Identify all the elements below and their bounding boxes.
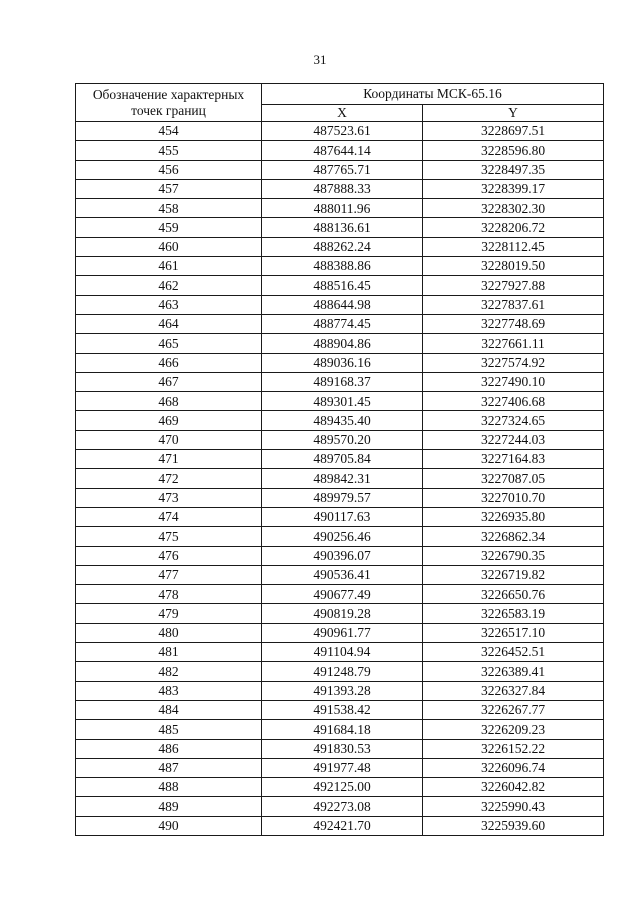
x-coordinate-cell: 491684.18 bbox=[262, 720, 423, 739]
table-row bbox=[76, 700, 604, 719]
x-coordinate-cell: 490396.07 bbox=[262, 546, 423, 565]
point-cell: 474 bbox=[76, 507, 262, 526]
point-cell: 462 bbox=[76, 276, 262, 295]
x-coordinate-cell: 487644.14 bbox=[262, 141, 423, 160]
y-coordinate-cell: 3227164.83 bbox=[423, 450, 604, 469]
point-cell: 476 bbox=[76, 546, 262, 565]
y-coordinate-cell: 3226096.74 bbox=[423, 758, 604, 777]
point-cell: 480 bbox=[76, 623, 262, 642]
y-coordinate-cell: 3226719.82 bbox=[423, 565, 604, 584]
point-cell: 461 bbox=[76, 257, 262, 276]
table-row bbox=[76, 237, 604, 256]
y-coordinate-cell: 3226790.35 bbox=[423, 546, 604, 565]
point-cell: 466 bbox=[76, 353, 262, 372]
point-cell: 481 bbox=[76, 643, 262, 662]
point-cell: 465 bbox=[76, 334, 262, 353]
table-row bbox=[76, 160, 604, 179]
x-coordinate-cell: 491538.42 bbox=[262, 700, 423, 719]
table-row bbox=[76, 276, 604, 295]
y-coordinate-cell: 3226583.19 bbox=[423, 604, 604, 623]
point-cell: 478 bbox=[76, 585, 262, 604]
table-row bbox=[76, 739, 604, 758]
point-cell: 463 bbox=[76, 295, 262, 314]
x-coordinate-cell: 487765.71 bbox=[262, 160, 423, 179]
point-cell: 464 bbox=[76, 314, 262, 333]
point-cell: 470 bbox=[76, 430, 262, 449]
y-coordinate-cell: 3228019.50 bbox=[423, 257, 604, 276]
y-coordinate-cell: 3226042.82 bbox=[423, 778, 604, 797]
y-coordinate-cell: 3227490.10 bbox=[423, 372, 604, 391]
page-number: 31 bbox=[313, 52, 327, 67]
table-row bbox=[76, 334, 604, 353]
table-row bbox=[76, 218, 604, 237]
x-coordinate-cell: 490256.46 bbox=[262, 527, 423, 546]
table-row bbox=[76, 585, 604, 604]
point-cell: 483 bbox=[76, 681, 262, 700]
table-row bbox=[76, 122, 604, 141]
y-coordinate-cell: 3227244.03 bbox=[423, 430, 604, 449]
x-coordinate-cell: 487888.33 bbox=[262, 179, 423, 198]
y-coordinate-cell: 3225990.43 bbox=[423, 797, 604, 816]
y-coordinate-cell: 3228399.17 bbox=[423, 179, 604, 198]
table-header bbox=[76, 84, 604, 122]
y-column-header: Y bbox=[423, 105, 604, 122]
x-coordinate-cell: 488774.45 bbox=[262, 314, 423, 333]
point-cell: 458 bbox=[76, 199, 262, 218]
table-row bbox=[76, 778, 604, 797]
point-cell: 487 bbox=[76, 758, 262, 777]
table-row bbox=[76, 488, 604, 507]
y-coordinate-cell: 3227574.92 bbox=[423, 353, 604, 372]
point-cell: 484 bbox=[76, 700, 262, 719]
y-coordinate-cell: 3228302.30 bbox=[423, 199, 604, 218]
x-coordinate-cell: 487523.61 bbox=[262, 122, 423, 141]
point-cell: 488 bbox=[76, 778, 262, 797]
x-coordinate-cell: 491393.28 bbox=[262, 681, 423, 700]
table-row bbox=[76, 720, 604, 739]
x-coordinate-cell: 492273.08 bbox=[262, 797, 423, 816]
y-coordinate-cell: 3228697.51 bbox=[423, 122, 604, 141]
table-row bbox=[76, 411, 604, 430]
y-coordinate-cell: 3226650.76 bbox=[423, 585, 604, 604]
table-row bbox=[76, 681, 604, 700]
x-coordinate-cell: 489979.57 bbox=[262, 488, 423, 507]
y-coordinate-cell: 3226152.22 bbox=[423, 739, 604, 758]
point-cell: 454 bbox=[76, 122, 262, 141]
y-coordinate-cell: 3227324.65 bbox=[423, 411, 604, 430]
point-column-header: Обозначение характерных точек границ bbox=[76, 84, 262, 122]
x-coordinate-cell: 489570.20 bbox=[262, 430, 423, 449]
point-cell: 482 bbox=[76, 662, 262, 681]
x-coordinate-cell: 489435.40 bbox=[262, 411, 423, 430]
y-coordinate-cell: 3227748.69 bbox=[423, 314, 604, 333]
point-cell: 485 bbox=[76, 720, 262, 739]
point-cell: 472 bbox=[76, 469, 262, 488]
table-row bbox=[76, 816, 604, 835]
table-row bbox=[76, 450, 604, 469]
point-cell: 473 bbox=[76, 488, 262, 507]
point-cell: 467 bbox=[76, 372, 262, 391]
table-row bbox=[76, 758, 604, 777]
point-cell: 460 bbox=[76, 237, 262, 256]
point-cell: 479 bbox=[76, 604, 262, 623]
x-coordinate-cell: 488516.45 bbox=[262, 276, 423, 295]
y-coordinate-cell: 3226389.41 bbox=[423, 662, 604, 681]
x-coordinate-cell: 489168.37 bbox=[262, 372, 423, 391]
x-coordinate-cell: 488262.24 bbox=[262, 237, 423, 256]
x-coordinate-cell: 490819.28 bbox=[262, 604, 423, 623]
x-coordinate-cell: 489036.16 bbox=[262, 353, 423, 372]
y-coordinate-cell: 3227927.88 bbox=[423, 276, 604, 295]
y-coordinate-cell: 3227661.11 bbox=[423, 334, 604, 353]
y-coordinate-cell: 3226267.77 bbox=[423, 700, 604, 719]
table-row bbox=[76, 643, 604, 662]
y-coordinate-cell: 3226452.51 bbox=[423, 643, 604, 662]
x-coordinate-cell: 488136.61 bbox=[262, 218, 423, 237]
y-coordinate-cell: 3225939.60 bbox=[423, 816, 604, 835]
table-row bbox=[76, 469, 604, 488]
y-coordinate-cell: 3227010.70 bbox=[423, 488, 604, 507]
point-cell: 459 bbox=[76, 218, 262, 237]
point-cell: 456 bbox=[76, 160, 262, 179]
table-row bbox=[76, 565, 604, 584]
table-row bbox=[76, 392, 604, 411]
table-row bbox=[76, 141, 604, 160]
y-coordinate-cell: 3227087.05 bbox=[423, 469, 604, 488]
x-coordinate-cell: 490961.77 bbox=[262, 623, 423, 642]
y-coordinate-cell: 3228112.45 bbox=[423, 237, 604, 256]
point-cell: 475 bbox=[76, 527, 262, 546]
table-row bbox=[76, 623, 604, 642]
x-coordinate-cell: 491104.94 bbox=[262, 643, 423, 662]
point-cell: 455 bbox=[76, 141, 262, 160]
table-row bbox=[76, 314, 604, 333]
table-row bbox=[76, 372, 604, 391]
y-coordinate-cell: 3226862.34 bbox=[423, 527, 604, 546]
x-coordinate-cell: 491830.53 bbox=[262, 739, 423, 758]
x-coordinate-cell: 489301.45 bbox=[262, 392, 423, 411]
table-row bbox=[76, 662, 604, 681]
table-row bbox=[76, 199, 604, 218]
point-cell: 486 bbox=[76, 739, 262, 758]
table-row bbox=[76, 179, 604, 198]
y-coordinate-cell: 3228206.72 bbox=[423, 218, 604, 237]
table-row bbox=[76, 546, 604, 565]
x-coordinate-cell: 488644.98 bbox=[262, 295, 423, 314]
point-cell: 477 bbox=[76, 565, 262, 584]
table-row bbox=[76, 604, 604, 623]
y-coordinate-cell: 3226935.80 bbox=[423, 507, 604, 526]
point-cell: 468 bbox=[76, 392, 262, 411]
point-cell: 457 bbox=[76, 179, 262, 198]
coordinates-table bbox=[75, 83, 604, 836]
y-coordinate-cell: 3226517.10 bbox=[423, 623, 604, 642]
x-coordinate-cell: 489842.31 bbox=[262, 469, 423, 488]
y-coordinate-cell: 3228596.80 bbox=[423, 141, 604, 160]
table-row bbox=[76, 257, 604, 276]
table-body bbox=[76, 122, 604, 836]
y-coordinate-cell: 3228497.35 bbox=[423, 160, 604, 179]
y-coordinate-cell: 3226209.23 bbox=[423, 720, 604, 739]
x-column-header: X bbox=[262, 105, 423, 122]
table-row bbox=[76, 797, 604, 816]
point-cell: 490 bbox=[76, 816, 262, 835]
table-row bbox=[76, 430, 604, 449]
x-coordinate-cell: 490117.63 bbox=[262, 507, 423, 526]
table-row bbox=[76, 527, 604, 546]
coordinate-system-header: Координаты МСК-65.16 bbox=[262, 84, 604, 105]
table-row bbox=[76, 353, 604, 372]
table-row bbox=[76, 295, 604, 314]
x-coordinate-cell: 488388.86 bbox=[262, 257, 423, 276]
x-coordinate-cell: 488904.86 bbox=[262, 334, 423, 353]
point-cell: 469 bbox=[76, 411, 262, 430]
x-coordinate-cell: 488011.96 bbox=[262, 199, 423, 218]
y-coordinate-cell: 3227406.68 bbox=[423, 392, 604, 411]
x-coordinate-cell: 492421.70 bbox=[262, 816, 423, 835]
x-coordinate-cell: 490536.41 bbox=[262, 565, 423, 584]
point-cell: 489 bbox=[76, 797, 262, 816]
x-coordinate-cell: 491977.48 bbox=[262, 758, 423, 777]
y-coordinate-cell: 3226327.84 bbox=[423, 681, 604, 700]
y-coordinate-cell: 3227837.61 bbox=[423, 295, 604, 314]
point-cell: 471 bbox=[76, 450, 262, 469]
x-coordinate-cell: 489705.84 bbox=[262, 450, 423, 469]
x-coordinate-cell: 491248.79 bbox=[262, 662, 423, 681]
table-row bbox=[76, 507, 604, 526]
x-coordinate-cell: 490677.49 bbox=[262, 585, 423, 604]
x-coordinate-cell: 492125.00 bbox=[262, 778, 423, 797]
